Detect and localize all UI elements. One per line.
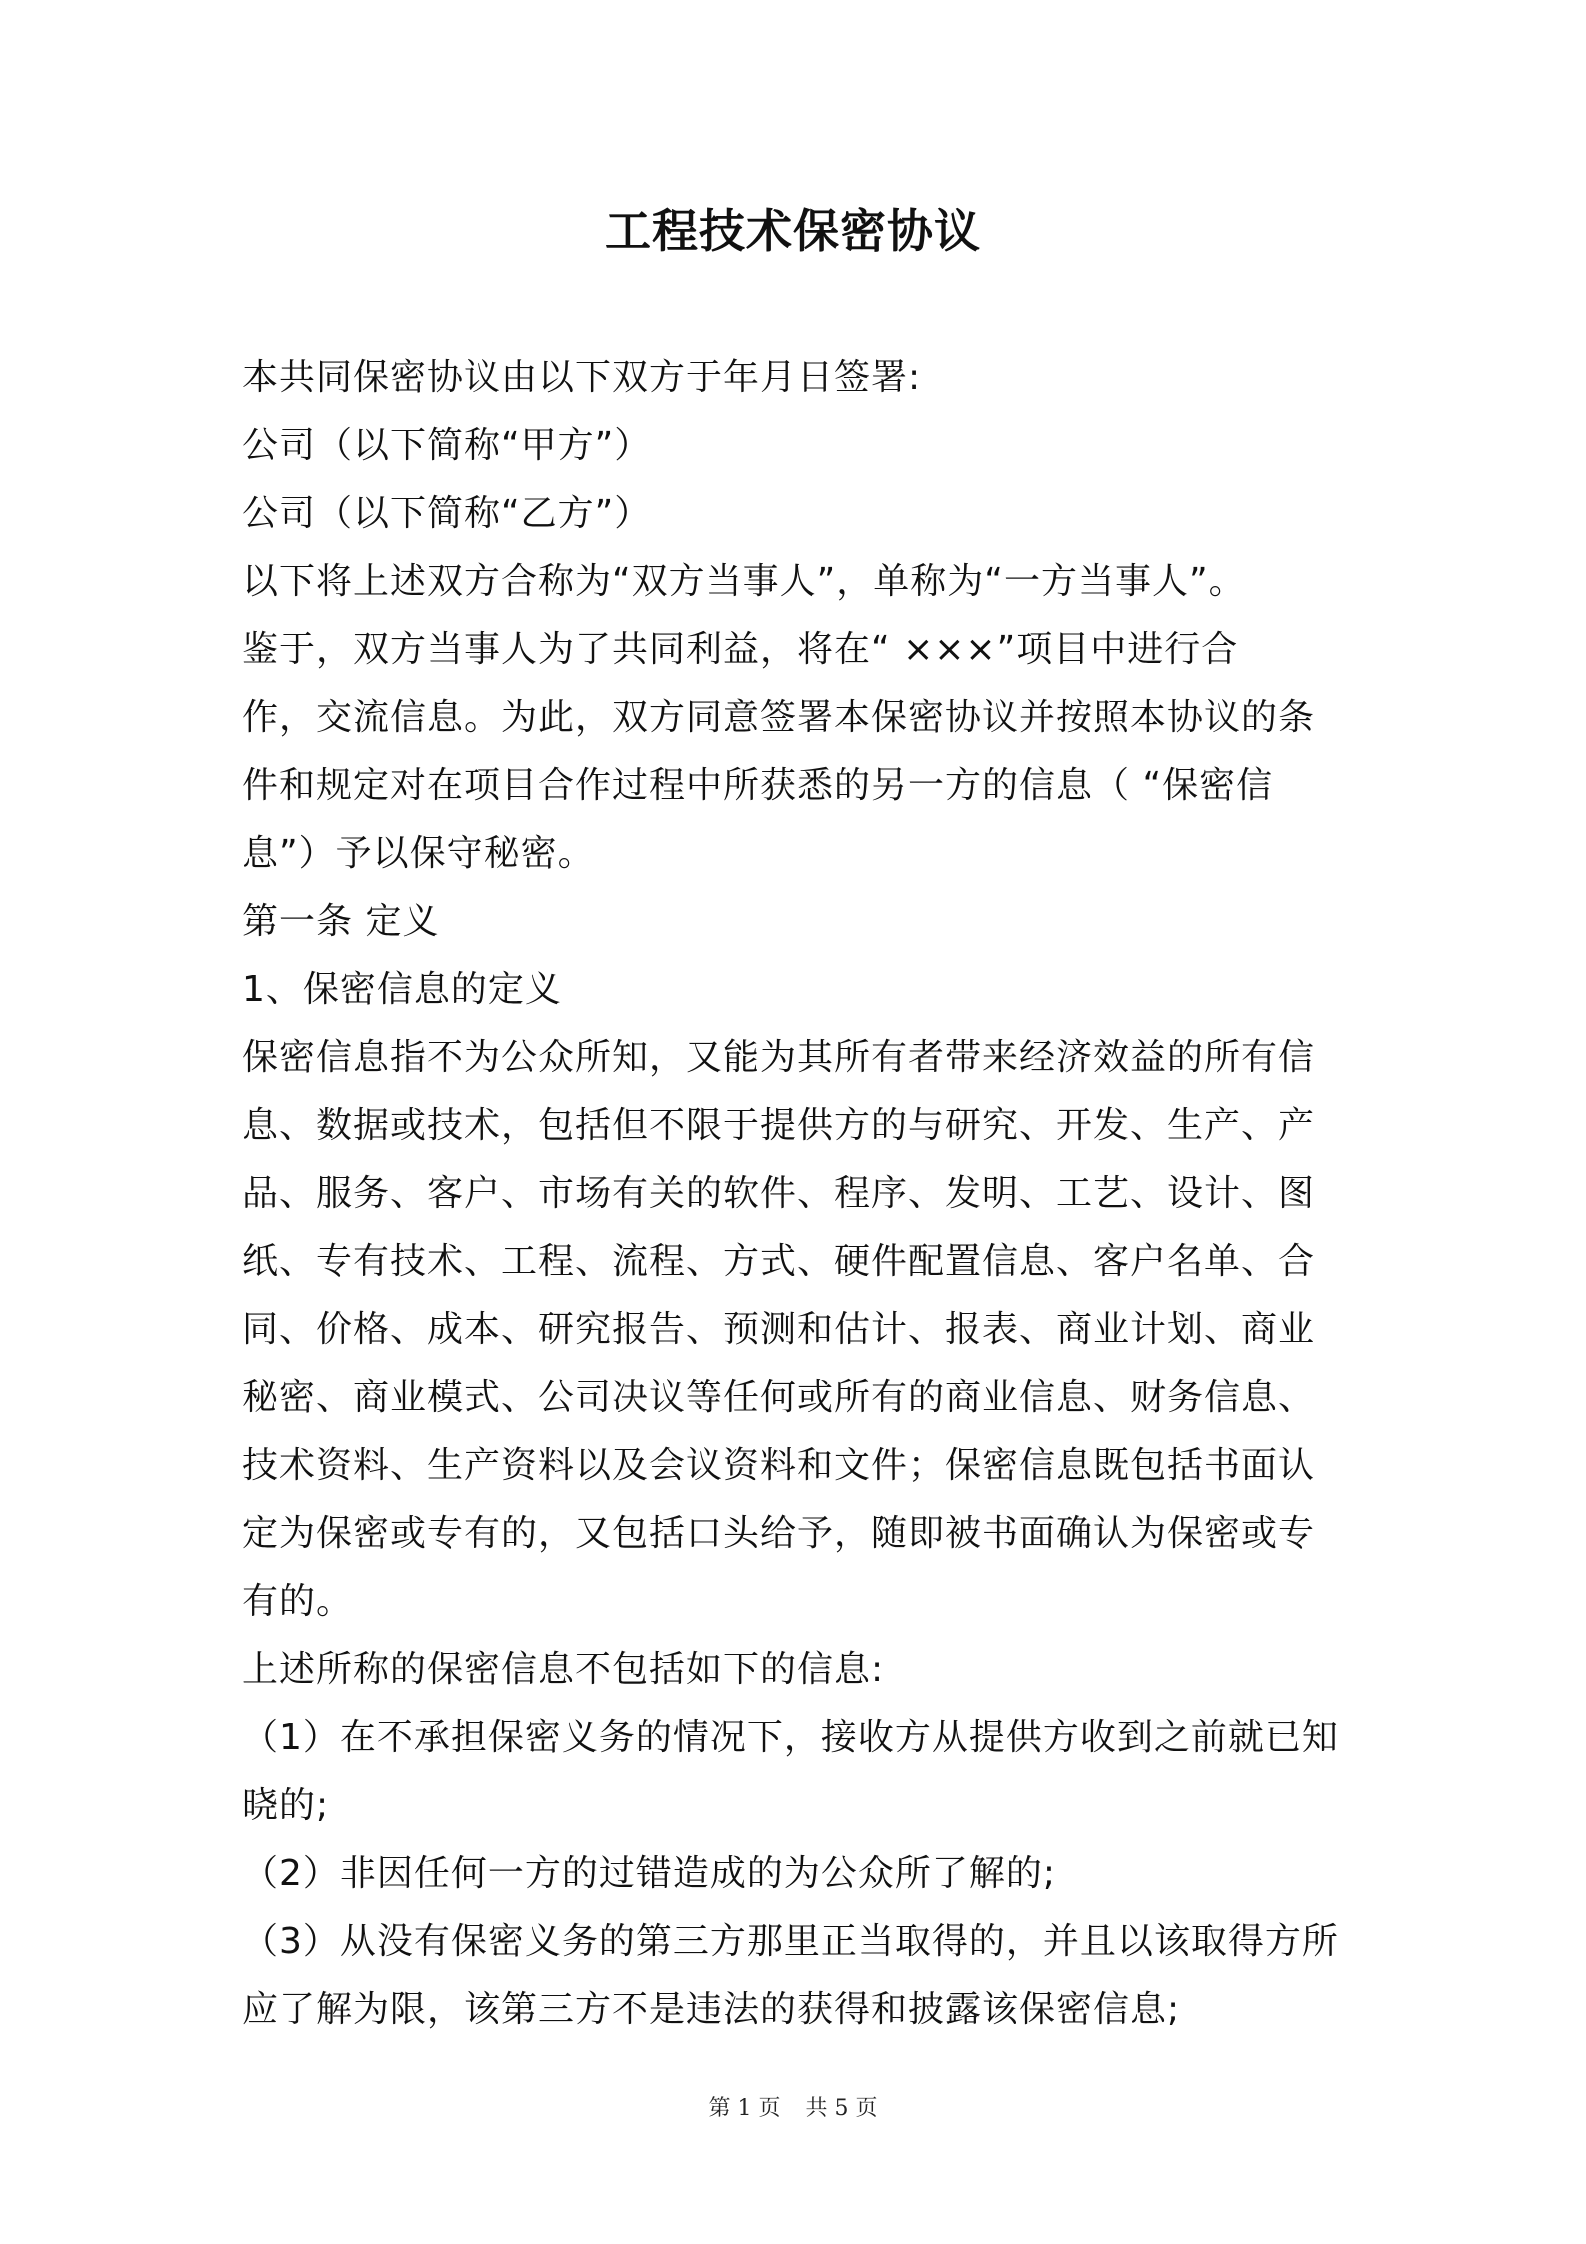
page-footer	[0, 2094, 1586, 2124]
text-line: 秘密、商业模式、公司决议等任何或所有的商业信息、财务信息、	[242, 1377, 1316, 1418]
subsection-heading: 1、保密信息的定义	[242, 969, 562, 1010]
text-line: 晓的;	[242, 1785, 330, 1826]
text-line: 息、数据或技术，包括但不限于提供方的与研究、开发、生产、产	[242, 1105, 1316, 1146]
text-line: 以下将上述双方合称为“双方当事人”，单称为“一方当事人”。	[242, 561, 1246, 602]
document-body	[242, 344, 1352, 2044]
text-line: 公司（以下简称“甲方”）	[242, 425, 652, 466]
list-item: （3）从没有保密义务的第三方那里正当取得的，并且以该取得方所	[242, 1921, 1339, 1962]
document-title: 工程技术保密协议	[605, 204, 981, 258]
text-line: 鉴于，双方当事人为了共同利益，将在“ ×××”项目中进行合	[242, 629, 1239, 670]
text-line: 件和规定对在项目合作过程中所获悉的另一方的信息（ “保密信	[242, 765, 1274, 806]
text-line: 本共同保密协议由以下双方于年月日签署:	[242, 357, 922, 398]
text-line: 同、价格、成本、研究报告、预测和估计、报表、商业计划、商业	[242, 1309, 1316, 1350]
page-total: 共 5 页	[805, 2096, 878, 2121]
list-item: （1）在不承担保密义务的情况下，接收方从提供方收到之前就已知	[242, 1717, 1339, 1758]
text-line: 技术资料、生产资料以及会议资料和文件；保密信息既包括书面认	[242, 1445, 1316, 1486]
list-item: （2）非因任何一方的过错造成的为公众所了解的;	[242, 1853, 1057, 1894]
text-line: 保密信息指不为公众所知，又能为其所有者带来经济效益的所有信	[242, 1037, 1316, 1078]
text-line: 息”）予以保守秘密。	[242, 833, 595, 874]
text-line: 应了解为限，该第三方不是违法的获得和披露该保密信息;	[242, 1989, 1181, 2030]
text-line: 上述所称的保密信息不包括如下的信息:	[242, 1649, 885, 1690]
text-line: 公司（以下简称“乙方”）	[242, 493, 652, 534]
text-line: 作，交流信息。为此，双方同意签署本保密协议并按照本协议的条	[242, 697, 1316, 738]
text-line: 有的。	[242, 1581, 354, 1622]
page-number: 第 1 页	[708, 2096, 781, 2121]
text-line: 纸、专有技术、工程、流程、方式、硬件配置信息、客户名单、合	[242, 1241, 1316, 1282]
text-line: 品、服务、客户、市场有关的软件、程序、发明、工艺、设计、图	[242, 1173, 1316, 1214]
section-heading: 第一条 定义	[242, 901, 440, 942]
text-line: 定为保密或专有的，又包括口头给予，随即被书面确认为保密或专	[242, 1513, 1316, 1554]
